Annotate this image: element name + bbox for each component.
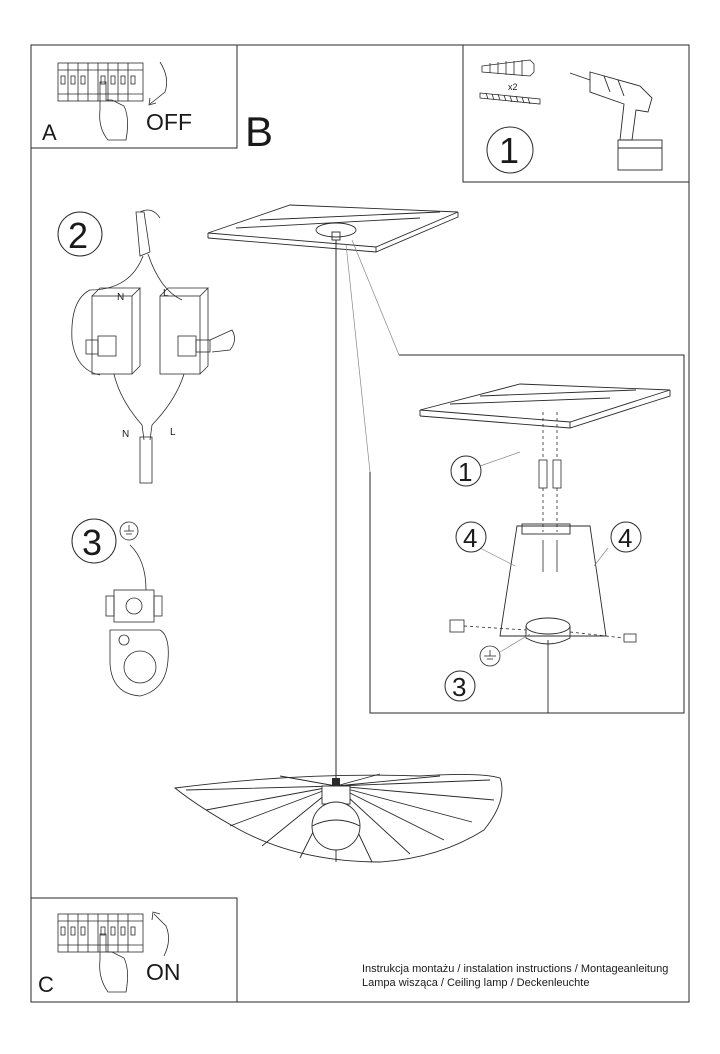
live-label-top: L [163, 288, 169, 299]
live-label-bottom: L [170, 427, 176, 438]
detail-label-3: 3 [452, 672, 467, 702]
detail-screw-and-plug [539, 412, 561, 572]
neutral-label-top: N [117, 292, 125, 303]
detail-ceiling-plate [420, 384, 670, 428]
neutral-label-bottom: N [122, 429, 130, 440]
panel-a-box [31, 45, 237, 148]
ceiling-plate [208, 205, 458, 252]
detail-callout-lines [346, 240, 399, 472]
panel-c-box [31, 898, 237, 1002]
panel-c-action: ON [146, 959, 181, 985]
step-1-number: 1 [499, 130, 520, 171]
footer-line-1: Instrukcja montażu / instalation instructions / Montageanleitung [362, 963, 669, 975]
wall-plug-icon [482, 60, 534, 76]
cable-grip [332, 778, 340, 786]
panel-a-action: OFF [146, 109, 192, 135]
screw-icon [480, 93, 540, 104]
detail-label-4-left: 4 [463, 523, 478, 553]
step-2-number: 2 [68, 215, 89, 256]
detail-canopy [500, 524, 606, 713]
lamp-shade [175, 774, 502, 862]
panel-1-box [463, 45, 689, 182]
ground-symbol-icon [120, 522, 138, 540]
footer-caption [362, 962, 668, 990]
drill-icon [570, 72, 662, 170]
detail-ground-icon [480, 646, 500, 666]
ground-terminal-diagram [106, 545, 168, 696]
wiring-diagram [72, 210, 235, 483]
detail-leader-lines [480, 452, 608, 652]
detail-side-screws [450, 620, 636, 642]
footer-line-2: Lampa wisząca / Ceiling lamp / Deckenleuchte [362, 977, 590, 989]
panel-a-letter-text: A [42, 120, 57, 145]
screw-quantity: x2 [508, 82, 518, 92]
outer-frame [31, 45, 689, 1002]
detail-label-4-right: 4 [618, 523, 633, 553]
panel-c-letter: C [38, 972, 54, 997]
panel-b-letter: B [245, 108, 274, 155]
detail-label-1: 1 [458, 457, 473, 487]
step-3-number: 3 [82, 522, 103, 563]
